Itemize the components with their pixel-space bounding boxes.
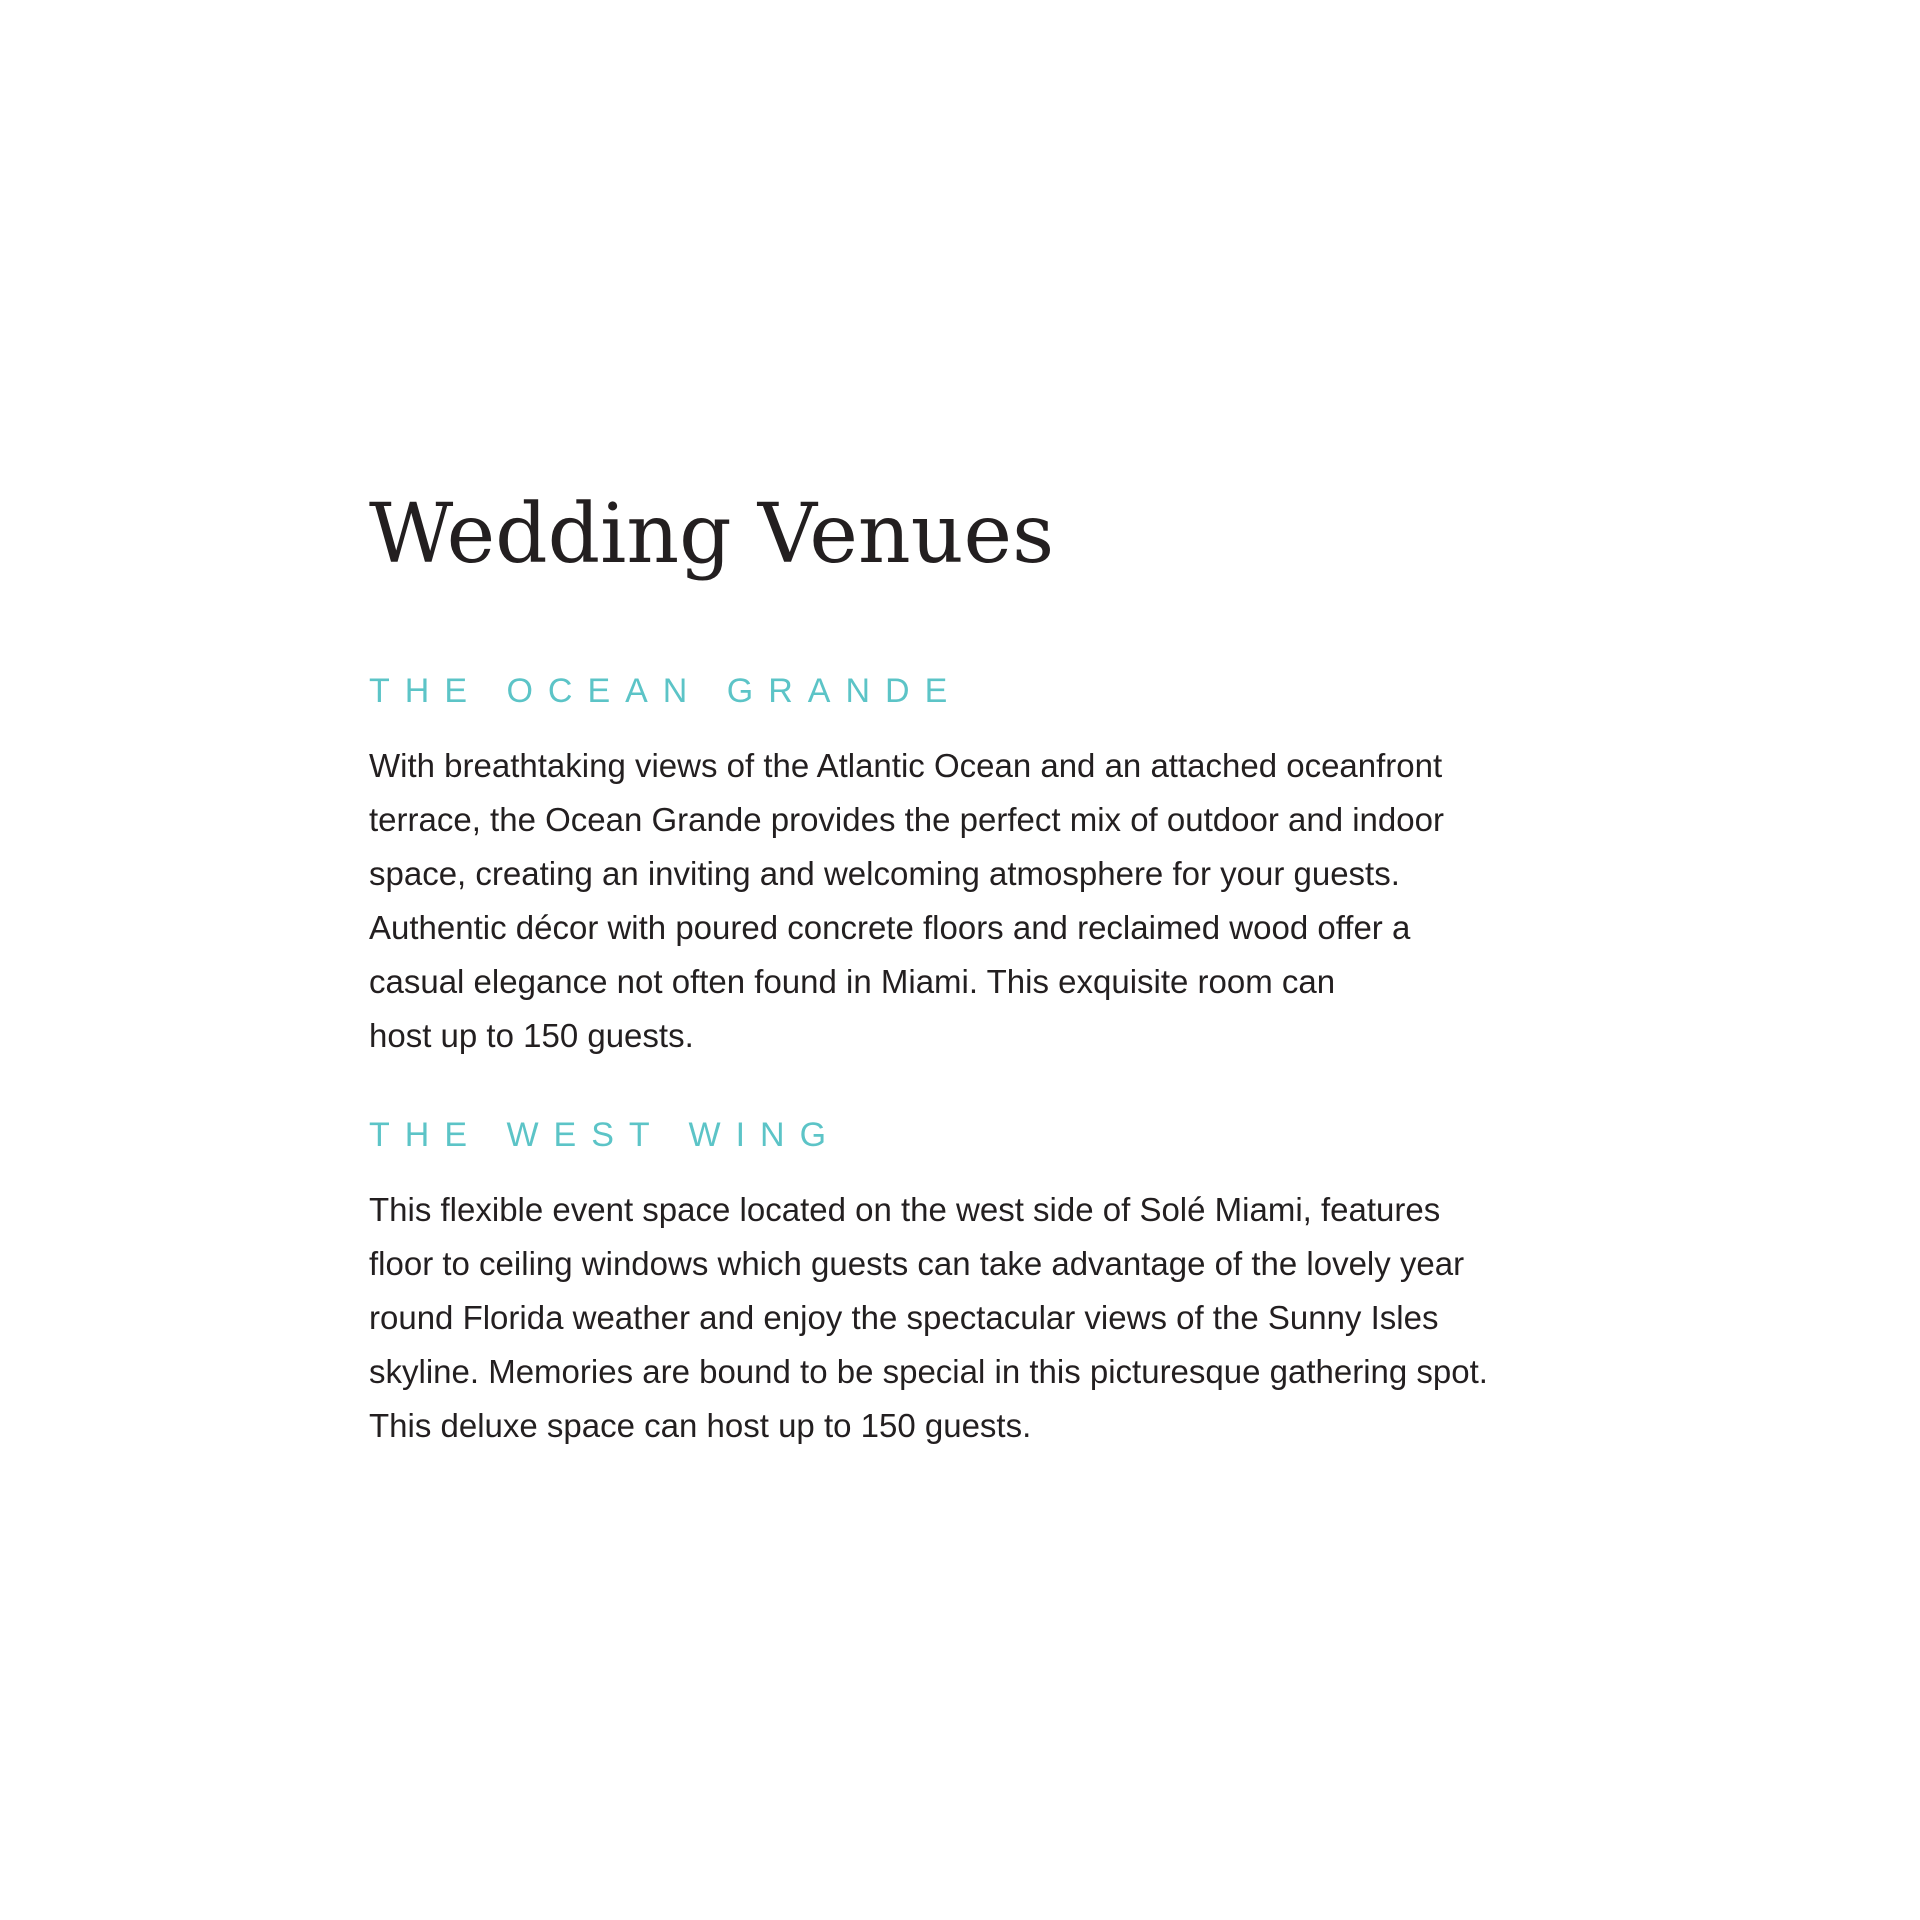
document-content bbox=[369, 480, 1629, 1453]
venue-description bbox=[369, 739, 1629, 1063]
description-line: round Florida weather and enjoy the spectacular views of the Sunny Isles bbox=[369, 1299, 1439, 1336]
venue-section-west-wing bbox=[369, 1115, 1629, 1453]
venue-description bbox=[369, 1183, 1629, 1453]
venue-heading: THE WEST WING bbox=[369, 1116, 842, 1154]
page-title: Wedding Venues bbox=[369, 487, 1055, 582]
venue-heading: THE OCEAN GRANDE bbox=[369, 672, 963, 710]
description-line: space, creating an inviting and welcoming atmosphere for your guests. bbox=[369, 855, 1400, 892]
venue-section-ocean-grande bbox=[369, 671, 1629, 1063]
description-line: This flexible event space located on the west side of Solé Miami, features bbox=[369, 1191, 1441, 1228]
description-line: Authentic décor with poured concrete floors and reclaimed wood offer a bbox=[369, 909, 1411, 946]
description-line: With breathtaking views of the Atlantic Ocean and an attached oceanfront bbox=[369, 747, 1443, 784]
description-line: skyline. Memories are bound to be special in this picturesque gathering spot. bbox=[369, 1353, 1488, 1390]
description-line: host up to 150 guests. bbox=[369, 1017, 694, 1054]
description-line: floor to ceiling windows which guests can take advantage of the lovely year bbox=[369, 1245, 1465, 1282]
description-line: terrace, the Ocean Grande provides the perfect mix of outdoor and indoor bbox=[369, 801, 1444, 838]
description-line: casual elegance not often found in Miami. This exquisite room can bbox=[369, 963, 1336, 1000]
description-line: This deluxe space can host up to 150 guests. bbox=[369, 1407, 1032, 1444]
